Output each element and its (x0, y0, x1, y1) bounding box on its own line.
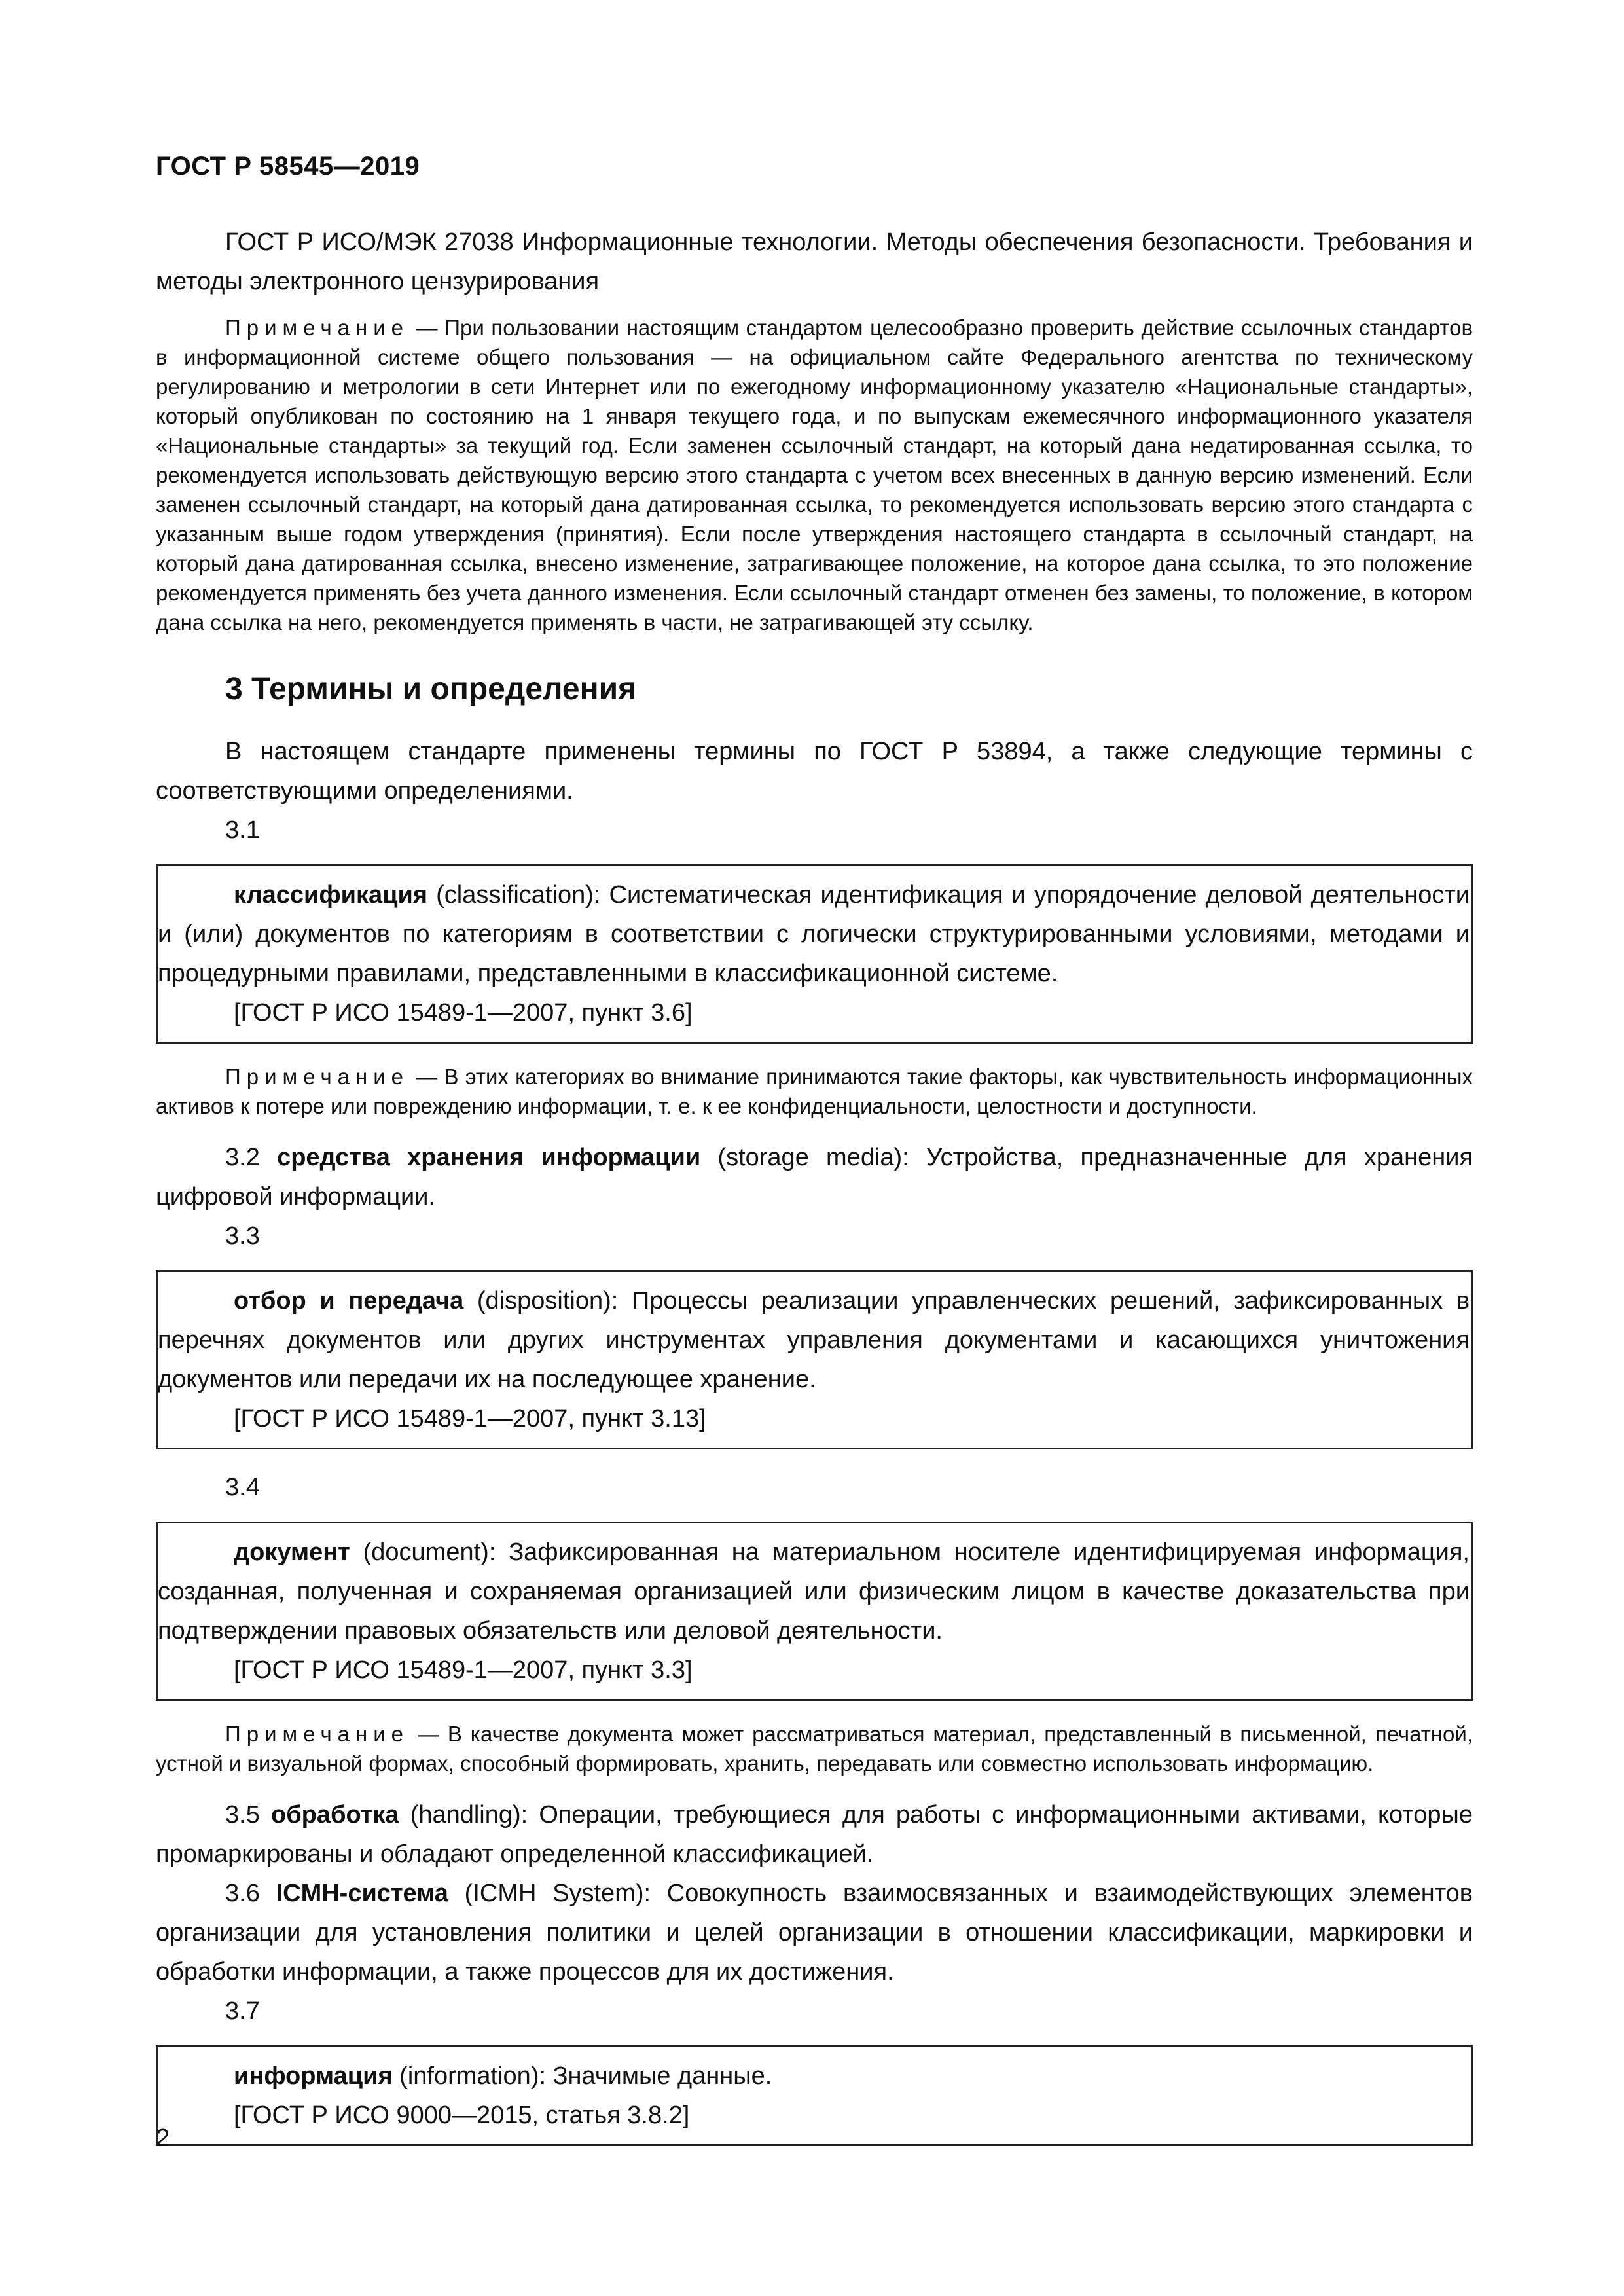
term-box (156, 1522, 1473, 1701)
page-number: 2 (156, 2124, 170, 2152)
section-intro: В настоящем стандарте применены термины по ГОСТ Р 53894, а также следующие термины с соответствующими определениями. (156, 738, 1473, 805)
note-text: — В этих категориях во внимание принимаются такие факторы, как чувствительность информационных активов к потере или повреждению информации, т. е. к ее конфиденциальности, целостности и доступности. (156, 1065, 1473, 1118)
term-source: [ГОСТ Р ИСО 15489-1—2007, пункт 3.3] (234, 1656, 693, 1684)
term-text: (classification): Систематическая идентификация и упорядочение деловой деятельности и (или) документов по категориям в соответствии с логически структурированными условиями, методами и процедурными правилами, представленными в классификационной системе. (158, 881, 1470, 987)
term-name: ICMH-система (276, 1880, 448, 1907)
term-number: 3.2 (225, 1144, 260, 1171)
note-text: — В качестве документа может рассматриваться материал, представленный в письменной, печатной, устной и визуальной формах, способный формировать, хранить, передавать или совместно использовать информацию. (156, 1722, 1473, 1776)
term-definition (156, 1138, 1473, 1216)
term-number: 3.5 (225, 1801, 260, 1829)
note-label: Примечание (225, 316, 410, 340)
term-note (156, 1062, 1473, 1121)
section-title: 3 Термины и определения (225, 672, 637, 706)
term-definition (158, 1533, 1470, 1650)
term-text: (storage media): Устройства, предназначенные для хранения цифровой информации. (156, 1144, 1473, 1211)
normative-reference: ГОСТ Р ИСО/МЭК 27038 Информационные технологии. Методы обеспечения безопасности. Требования и методы электронного цензурирования (156, 228, 1473, 295)
term-text: (information): Значимые данные. (392, 2062, 772, 2090)
term-definition (158, 875, 1470, 993)
term-name: отбор и передача (234, 1287, 464, 1315)
note-normative-references (156, 313, 1473, 637)
term-source: [ГОСТ Р ИСО 15489-1—2007, пункт 3.6] (234, 999, 693, 1027)
term-name: классификация (234, 881, 428, 909)
note-label: Примечание (225, 1065, 410, 1089)
term-note (156, 1719, 1473, 1778)
term-number: 3.7 (225, 1997, 260, 2025)
term-box (156, 864, 1473, 1044)
term-definition (158, 1281, 1470, 1399)
term-number: 3.4 (225, 1474, 260, 1501)
page-content (156, 223, 1473, 2164)
term-number: 3.3 (225, 1222, 260, 1250)
term-source: [ГОСТ Р ИСО 9000—2015, статья 3.8.2] (234, 2102, 690, 2129)
term-text: (handling): Операции, требующиеся для работы с информационными активами, которые промаркированы и обладают определенной классификацией. (156, 1801, 1473, 1868)
term-definition (158, 2056, 1470, 2096)
note-text: — При пользовании настоящим стандартом целесообразно проверить действие ссылочных стандартов в информационной системе общего пользования — на официальном сайте Федерального агентства по техническому регулированию и метрологии в сети Интернет или по ежегодному информационному указателю «Национальные стандарты», который опубликован по состоянию на 1 января текущего года, и по выпускам ежемесячного информационного указателя «Национальные стандарты» за текущий год. Если заменен ссылочный стандарт, на который дана недатированная ссылка, то рекомендуется использовать действующую версию этого стандарта с учетом всех внесенных в данную версию изменений. Если заменен ссылочный стандарт, на который дана датированная ссылка, то рекомендуется использовать версию этого стандарта с указанным выше годом утверждения (принятия). Если после утверждения настоящего стандарта в ссылочный стандарт, на который дана датированная ссылка, внесено изменение, затрагивающее положение, на которое дана ссылка, то это положение рекомендуется применять без учета данного изменения. Если ссылочный стандарт отменен без замены, то положение, в котором дана ссылка на него, рекомендуется применять в части, не затрагивающей эту ссылку. (156, 316, 1473, 634)
term-name: информация (234, 2062, 393, 2090)
note-label: Примечание (225, 1722, 410, 1746)
term-number: 3.1 (225, 816, 260, 844)
term-text: (document): Зафиксированная на материальном носителе идентифицируемая информация, созданная, полученная и сохраняемая организацией или физическим лицом в качестве доказательства при подтверждении правовых обязательств или деловой деятельности. (158, 1539, 1470, 1645)
term-definition (156, 1874, 1473, 1992)
term-text: (disposition): Процессы реализации управленческих решений, зафиксированных в перечнях документов или других инструментах управления документами и касающихся уничтожения документов или передачи их на последующее хранение. (158, 1287, 1470, 1393)
term-source: [ГОСТ Р ИСО 15489-1—2007, пункт 3.13] (234, 1405, 706, 1432)
term-name: средства хранения информации (277, 1144, 701, 1171)
term-name: обработка (270, 1801, 399, 1829)
term-name: документ (234, 1539, 350, 1566)
term-box (156, 2045, 1473, 2146)
term-text: (ICMH System): Совокупность взаимосвязанных и взаимодействующих элементов организации для установления политики и целей организации в отношении классификации, маркировки и обработки информации, а также процессов для их достижения. (156, 1880, 1473, 1986)
term-box (156, 1270, 1473, 1449)
term-definition (156, 1795, 1473, 1874)
page-header: ГОСТ Р 58545—2019 (156, 152, 420, 181)
term-number: 3.6 (225, 1880, 260, 1907)
